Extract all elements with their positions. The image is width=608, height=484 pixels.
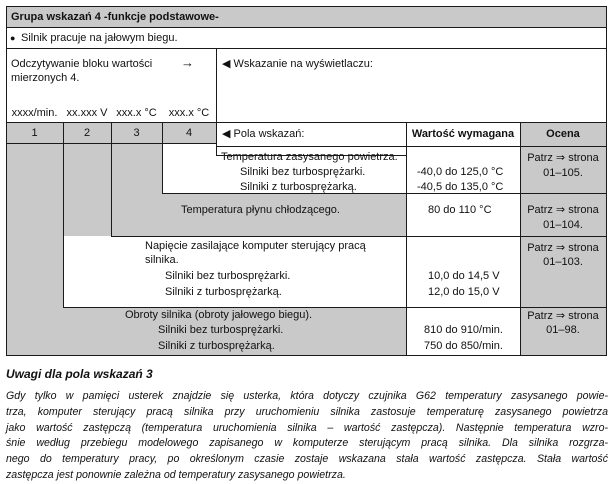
field-number-1: 1: [31, 127, 38, 139]
field-number-3: 3: [133, 127, 140, 139]
condition-text: Silnik pracuje na jałowym biegu.: [21, 32, 178, 44]
row-voltage-value-a: 10,0 do 14,5 V: [428, 270, 500, 282]
row-voltage-line-a: Silniki bez turbosprężarki.: [165, 270, 291, 282]
col-rating-header: Ocena: [546, 128, 580, 140]
vline-field-4: [216, 122, 217, 155]
notes-line: śnie według przebiegu modelowego zapisanego w komputerze sterującym pracą silnika. Dla silnika rozgrza-: [6, 437, 608, 450]
row-intake-value-b: -40,5 do 135,0 °C: [417, 181, 504, 193]
border-top: [6, 6, 607, 7]
row-rpm-rating-2: 01–98.: [546, 324, 580, 336]
read-label-line2: mierzonych 4.: [11, 72, 80, 84]
row-intake-rating-2: 01–105.: [543, 167, 583, 179]
hline-row-2: [162, 193, 607, 194]
notes-line: Gdy tylko w pamięci usterek znajdzie się usterka, która dotyczy czujnika G62 temperatury zasysanego powie-: [6, 390, 608, 402]
notes-title: Uwagi dla pola wskazań 3: [6, 367, 153, 381]
col-fields-header: ◀ Pola wskazań:: [222, 128, 305, 140]
border-right: [606, 6, 607, 356]
row-rpm-value-b: 750 do 850/min.: [424, 340, 503, 352]
divider-table-head-bottom: [216, 146, 607, 147]
field-2-bracket: [63, 143, 111, 236]
notes-body: [6, 389, 608, 484]
divider-condition: [6, 48, 607, 49]
unit-field-2: xx.xxx V: [66, 107, 108, 119]
row-coolant-rating-1: Patrz ⇒ strona: [527, 204, 599, 216]
field-number-4: 4: [185, 127, 193, 139]
field-3-bracket: [111, 143, 162, 193]
border-left: [6, 6, 7, 356]
row-intake-line-b: Silniki z turbosprężarką.: [240, 181, 357, 193]
notes-line: trza, komputer sterujący pracą silnika przy uruchomieniu silnika zastosuje temperaturę zasysanego powietrza: [6, 405, 608, 418]
border-bottom: [6, 355, 607, 356]
row-rpm-line-b: Silniki z turbosprężarką.: [158, 340, 275, 352]
row-voltage-line-b: Silniki z turbosprężarką.: [165, 286, 282, 298]
row-intake-line-a: Silniki bez turbosprężarki.: [240, 166, 366, 178]
row-intake-title: Temperatura zasysanego powietrza.: [221, 151, 398, 163]
display-label: ◀ Wskazanie na wyświetlaczu:: [222, 58, 373, 70]
row-rpm-value-a: 810 do 910/min.: [424, 324, 503, 336]
col-required-header: Wartość wymagana: [411, 128, 515, 140]
row-coolant-title: Temperatura płynu chłodzącego.: [181, 204, 340, 216]
row-rpm-line-a: Silniki bez turbosprężarki.: [158, 324, 284, 336]
field-number-2: 2: [83, 127, 91, 139]
vline-required: [406, 122, 407, 356]
row-voltage-value-b: 12,0 do 15,0 V: [428, 286, 500, 298]
group-title: Grupa wskazań 4 -funkcje podstawowe-: [11, 11, 219, 23]
row-rpm-title: Obroty silnika (obroty jałowego biegu).: [125, 309, 313, 321]
read-label-line1: Odczytywanie bloku wartości: [11, 58, 153, 70]
row-coolant-rating-2: 01–104.: [543, 219, 583, 231]
row-voltage-rating-1: Patrz ⇒ strona: [527, 242, 599, 254]
row-voltage-rating-2: 01–103.: [543, 256, 583, 268]
divider-table-head-top: [216, 122, 607, 123]
notes-line: nego do temperatury pracy, po określonym czasie zostaje wskazana stała wartość zastępcza. Stała wartość: [6, 453, 608, 466]
vline-field-1: [63, 122, 64, 307]
row-voltage-title-line1: Napięcie zasilające komputer sterujący pracą: [145, 240, 366, 252]
unit-field-1: xxxx/min.: [11, 107, 58, 119]
row-intake-rating-1: Patrz ⇒ strona: [527, 152, 599, 164]
row-voltage-title-line2: silnika.: [145, 254, 179, 266]
notes-line: jako wartość zastępczą (temperatura uruchomienia silnika – wartość zastępcza). Następnie temperatura wzro-: [6, 421, 608, 434]
row-intake-value-a: -40,0 do 125,0 °C: [417, 166, 504, 178]
row-coolant-value: 80 do 110 °C: [428, 204, 492, 216]
unit-field-4: xxx.x °C: [168, 107, 210, 119]
unit-field-3: xxx.x °C: [116, 107, 157, 119]
arrow-right-icon: →: [181, 55, 194, 70]
divider-header: [6, 27, 607, 28]
condition-bullet-icon: ●: [10, 33, 16, 43]
row-rpm-rating-1: Patrz ⇒ strona: [527, 310, 599, 322]
notes-line: zastępcza jest ponownie zależna od temperatury zasysanego powietrza.: [6, 468, 346, 481]
hline-row-3: [111, 236, 607, 237]
